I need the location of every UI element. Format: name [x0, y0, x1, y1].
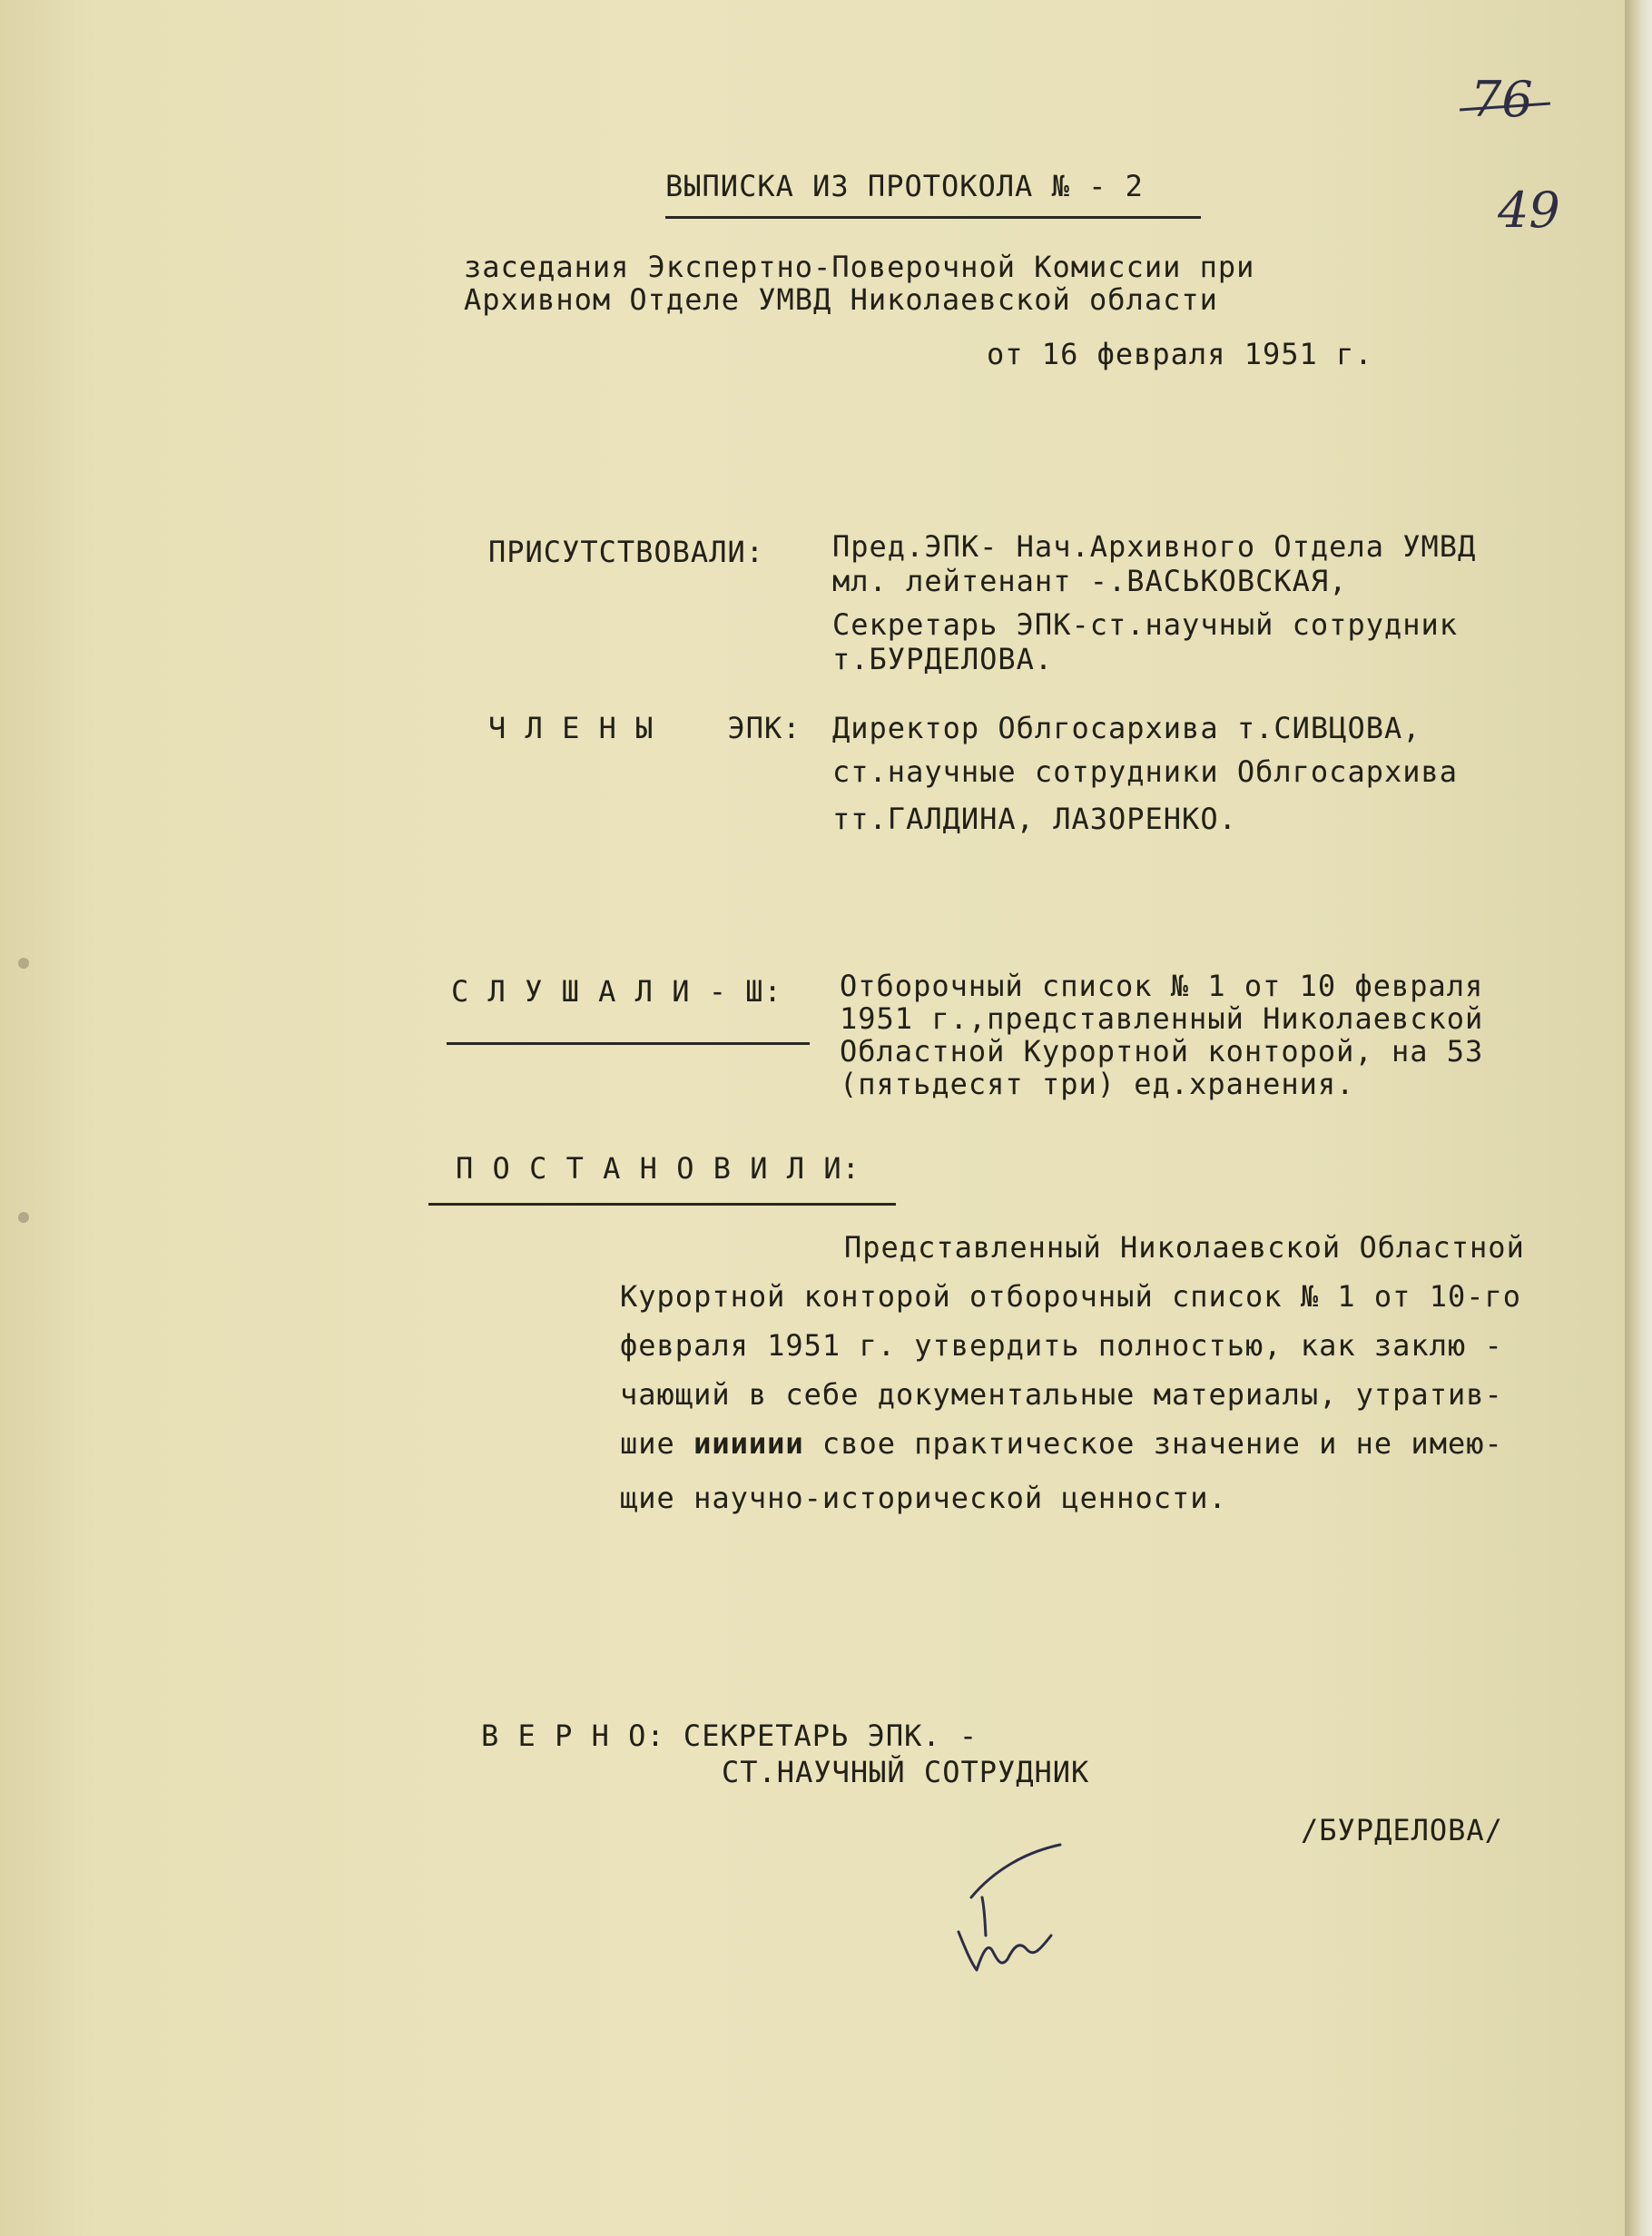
- resolved-underline: [428, 1203, 896, 1206]
- subtitle-line: Архивном Отделе УМВД Николаевской области: [464, 282, 1218, 317]
- members-line: тт.ГАЛДИНА, ЛАЗОРЕНКО.: [832, 802, 1237, 836]
- signatory-name: /БУРДЕЛОВА/: [1301, 1813, 1503, 1847]
- handwritten-signature: [944, 1834, 1089, 1988]
- resolved-line-start: шие: [620, 1426, 675, 1461]
- sheet-number: 49: [1498, 182, 1560, 239]
- heard-line: 1951 г.,представленный Николаевской: [840, 1001, 1484, 1036]
- attendees-line: мл. лейтенант -.ВАСЬКОВСКАЯ,: [832, 564, 1348, 598]
- punch-hole: [18, 958, 29, 969]
- struck-out-text: ииииии: [693, 1426, 804, 1461]
- resolved-line-end: свое практическое значение и не имею-: [821, 1426, 1503, 1461]
- resolved-line: [620, 1422, 1503, 1465]
- heard-underline: [447, 1042, 810, 1045]
- subtitle-line: заседания Экспертно-Поверочной Комиссии при: [464, 250, 1255, 284]
- resolved-label: П О С Т А Н О В И Л И:: [456, 1151, 860, 1186]
- title-underline: [665, 216, 1201, 219]
- heard-label: С Л У Ш А Л И - Ш:: [451, 974, 782, 1009]
- crossed-archive-number: 76: [1470, 71, 1533, 128]
- members-line: ст.научные сотрудники Облгосархива: [832, 754, 1459, 789]
- heard-line: (пятьдесят три) ед.хранения.: [840, 1067, 1355, 1101]
- resolved-line: Курортной конторой отборочный список № 1 от 10-го: [620, 1279, 1522, 1314]
- members-label: Ч Л Е Н Ы ЭПК:: [488, 711, 801, 745]
- punch-hole: [18, 1212, 29, 1223]
- attendees-label: ПРИСУТСТВОВАЛИ:: [488, 535, 764, 569]
- heard-line: Областной Курортной конторой, на 53: [840, 1034, 1484, 1069]
- resolved-line: Представленный Николаевской Областной: [844, 1230, 1525, 1265]
- resolved-line: щие научно-исторической ценности.: [620, 1481, 1227, 1515]
- resolved-line: февраля 1951 г. утвердить полностью, как заклю -: [620, 1328, 1503, 1363]
- certification-line: В Е Р Н О: СЕКРЕТАРЬ ЭПК. -: [481, 1719, 978, 1753]
- members-line: Директор Облгосархива т.СИВЦОВА,: [832, 711, 1421, 745]
- attendees-line: Пред.ЭПК- Нач.Архивного Отдела УМВД: [832, 529, 1477, 564]
- attendees-line: Секретарь ЭПК-ст.научный сотрудник: [832, 607, 1459, 642]
- document-title: ВЫПИСКА ИЗ ПРОТОКОЛА № - 2: [665, 169, 1144, 203]
- attendees-line: т.БУРДЕЛОВА.: [832, 642, 1054, 676]
- document-date: от 16 февраля 1951 г.: [987, 337, 1373, 371]
- heard-line: Отборочный список № 1 от 10 февраля: [840, 969, 1484, 1003]
- certification-line: СТ.НАУЧНЫЙ СОТРУДНИК: [722, 1755, 1090, 1789]
- resolved-line: чающий в себе документальные материалы, утратив-: [620, 1377, 1503, 1412]
- page-edge: [1625, 0, 1652, 2236]
